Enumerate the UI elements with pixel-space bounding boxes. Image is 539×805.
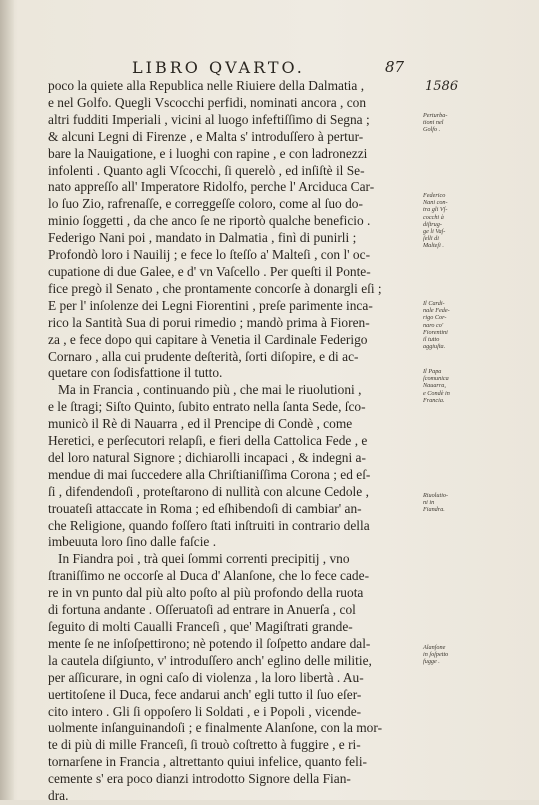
text-line: ſi , difendendoſi , proteſtarono di nullità con alcune Cedole , bbox=[48, 483, 369, 499]
margin-note-line: Nauarra, bbox=[423, 382, 446, 390]
text-line: uolmente inſanguinandoſi ; e finalmente Alanſone, con la mor- bbox=[48, 720, 383, 736]
text-line: lo ſuo Zio, rafrenaſſe, e correggeſſe coloro, come al ſuo do- bbox=[48, 196, 363, 212]
margin-note-line: fugge . bbox=[423, 658, 440, 666]
margin-note-line: Golfo . bbox=[423, 126, 441, 134]
text-line: cupatione di due Galee, e d' vn Vaſcello . Per queſti il Ponte- bbox=[48, 263, 371, 279]
margin-note-line: naro co' bbox=[423, 321, 444, 329]
text-line: cemente s' era poco dianzi introdotto Signore della Fian- bbox=[48, 771, 351, 787]
margin-note-line: Malteſi . bbox=[423, 242, 444, 250]
text-line: Profondò loro i Nauilij ; e fece lo ſteſſo a' Malteſi , con l' oc- bbox=[48, 247, 371, 263]
text-line: infolenti . Quanto agli Vſcocchi, ſi querelò , ed inſiſtè il Se- bbox=[48, 162, 365, 178]
text-line: za , e fece dopo qui capitare à Venetia il Cardinale Federigo bbox=[48, 331, 368, 347]
text-line: cito intero . Gli ſi oppoſero li Soldati , e i Popoli , vicende- bbox=[48, 703, 362, 719]
text-line: di fortuna andante . Oſſeruatoſi ad entrare in Anuerſa , col bbox=[48, 602, 356, 618]
text-line: Federigo Nani poi , mandato in Dalmatia , finì di punirli ; bbox=[48, 230, 357, 246]
text-line: e le ſtragi; Siſto Quinto, ſubito entrato nella ſanta Sede, ſco- bbox=[48, 399, 366, 415]
margin-note-line: ſcomunica bbox=[423, 375, 449, 383]
margin-note-line: Il Papa bbox=[423, 368, 442, 375]
text-line: & alcuni Legni di Firenze , e Malta s' introduſſero à pertur- bbox=[48, 128, 364, 144]
margin-note-line: Fiandra. bbox=[423, 506, 445, 514]
margin-note-line: ſelli di bbox=[423, 235, 439, 243]
margin-note-line: il tutto bbox=[423, 336, 440, 344]
margin-note bbox=[423, 112, 463, 134]
text-line: Ma in Francia , continuando più , che mai le riuolutioni , bbox=[58, 382, 362, 398]
margin-note-line: Federico bbox=[423, 192, 446, 199]
text-line: ſtraniſſimo ne occorſe al Duca d' Alanſone, che lo fece cade- bbox=[48, 568, 370, 584]
margin-note-line: aggiuſta. bbox=[423, 343, 446, 351]
text-line: che Religione, quando foſſero ſtati inſtruiti in contrario della bbox=[48, 517, 370, 533]
text-line: del loro natural Signore ; dichiarolli incapaci , & indegni a- bbox=[48, 449, 366, 465]
margin-note-line: Fiorentini bbox=[423, 328, 448, 336]
text-line: quetare con ſodisfattione il tutto. bbox=[48, 365, 223, 381]
margin-note-line: in ſoſpetto bbox=[423, 651, 449, 659]
text-line: Cornaro , alla cui prudente deſterità, ſorti diſopire, e di ac- bbox=[48, 348, 359, 364]
running-head: LIBRO QVARTO. bbox=[132, 58, 305, 77]
text-line: fice pregò il Senato , che prontamente concorſe à donargli eſi ; bbox=[48, 280, 382, 296]
text-line: dra. bbox=[48, 788, 69, 804]
text-line: imbeuuta loro ſino dalle faſcie . bbox=[48, 534, 217, 550]
margin-note-line: tra gli Vſ- bbox=[423, 206, 448, 214]
main-text bbox=[48, 78, 423, 805]
margin-note-line: Il Cardi- bbox=[423, 300, 445, 307]
margin-note-line: ge li Vaſ- bbox=[423, 228, 446, 236]
text-line: te di più di mille Franceſi, ſi trouò coſtretto à fuggire , e ri- bbox=[48, 737, 361, 753]
page-number: 87 bbox=[385, 58, 405, 76]
text-line: poco la quiete alla Republica nelle Riuiere della Dalmatia , bbox=[48, 78, 365, 93]
margin-note-line: cocchi à bbox=[423, 213, 444, 221]
margin-note-line: Nani con- bbox=[423, 199, 448, 207]
text-line: minio ſoggetti , da che anco ſe ne riportò qualche beneficio . bbox=[48, 213, 371, 229]
text-line: mendue di mai ſuccedere alla Chriſtianiſſima Corona ; ed eſ- bbox=[48, 466, 371, 482]
margin-note-line: Riuolutio- bbox=[423, 492, 449, 499]
text-line: municò il Rè di Nauarra , ed il Prencipe di Condè , come bbox=[48, 416, 353, 432]
margin-note bbox=[423, 300, 463, 350]
text-line: e nel Golfo. Quegli Vscocchi perfidi, nominati ancora , con bbox=[48, 94, 367, 110]
text-line: Heretici, e perſecutori relapſi, e fieri della Cattolica Fede , e bbox=[48, 433, 368, 449]
margin-note-line: ni in bbox=[423, 499, 435, 507]
text-line: la cautela diſgiunto, v' introduſſero anch' eglino delle militie, bbox=[48, 652, 372, 668]
paragraph bbox=[48, 382, 423, 551]
text-line: rico la Santità Sua di porui rimedio ; mandò prima à Fioren- bbox=[48, 314, 370, 330]
margin-note bbox=[423, 368, 463, 404]
margin-note-line: nale Fede- bbox=[423, 307, 450, 315]
margin-note bbox=[423, 644, 463, 666]
margin-note-line: e Condè in bbox=[423, 389, 450, 397]
text-line: per aſſicurare, in ogni caſo di violenza , la loro libertà . Au- bbox=[48, 669, 364, 685]
text-line: altri fudditi Imperiali , vicini al luogo infeftiſſimo di Segna ; bbox=[48, 111, 370, 127]
text-line: trouateſi attaccate in Roma ; ed eſhibendoſi di cambiar' an- bbox=[48, 500, 362, 516]
text-line: tornarſene in Francia , altrettanto quiui infelice, quanto feli- bbox=[48, 754, 368, 770]
paragraph bbox=[48, 78, 423, 382]
text-line: ſeguito di molti Caualli Franceſi , que' Magiſtrati grande- bbox=[48, 619, 353, 634]
text-line: mente ſe ne inſoſpettirono; nè potendo il ſoſpetto andare dal- bbox=[48, 635, 371, 651]
margin-note-line: rigo Cor- bbox=[423, 314, 447, 322]
text-line: uertitoſene il Duca, fece andarui anch' egli tutto il ſuo eſer- bbox=[48, 686, 362, 702]
margin-note-line: Francia. bbox=[423, 396, 445, 404]
margin-note bbox=[423, 192, 463, 250]
text-line: bare la Nauigatione, e i luoghi con rapine , e con ladronezzi bbox=[48, 145, 368, 161]
text-line: In Fiandra poi , trà quei ſommi correnti precipitij , vno bbox=[58, 551, 350, 567]
paragraph bbox=[48, 551, 423, 805]
text-line: re in vn punto dal più alto poſto al più profondo della ruota bbox=[48, 585, 364, 601]
text-line: E per l' inſolenze dei Legni Fiorentini , preſe parimente inca- bbox=[48, 297, 373, 313]
margin-year: 1586 bbox=[425, 79, 459, 94]
margin-note-line: Alanſone bbox=[423, 644, 446, 651]
margin-note-line: tioni nel bbox=[423, 119, 444, 127]
binding-shadow bbox=[0, 0, 14, 800]
margin-note bbox=[423, 492, 463, 514]
text-line: nato appreſſo all' Imperatore Ridolfo, perche l' Arciduca Car- bbox=[48, 179, 375, 195]
margin-note-line: diſtrug- bbox=[423, 220, 442, 228]
margin-note-line: Perturba- bbox=[423, 112, 448, 119]
